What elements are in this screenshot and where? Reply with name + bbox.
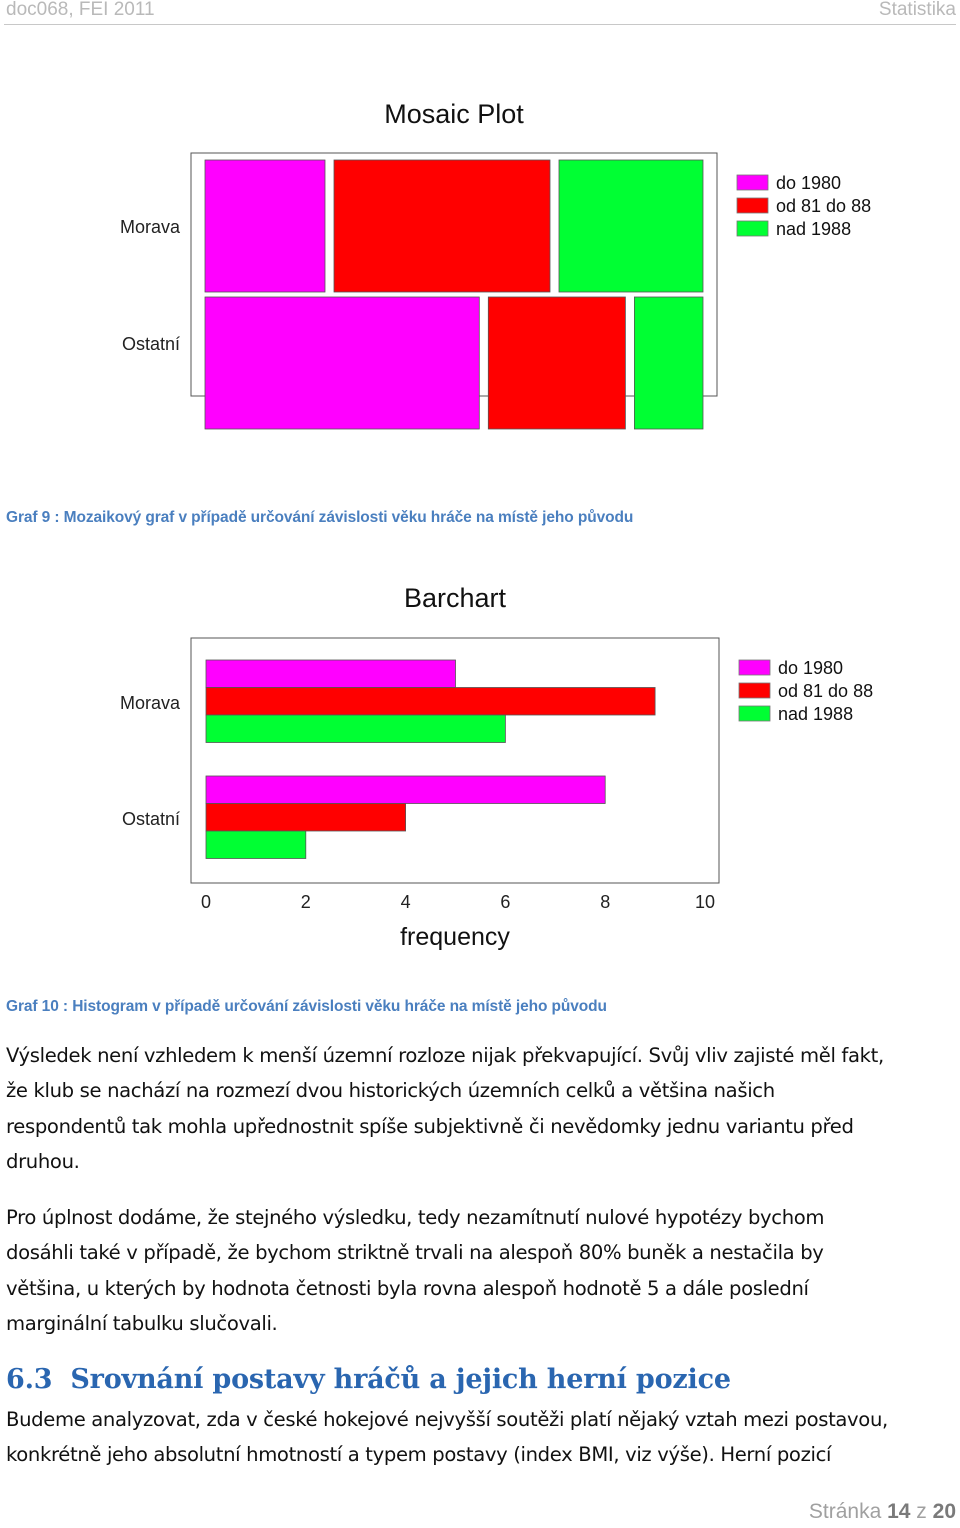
mosaic-cell-ostatní-3	[634, 297, 703, 429]
mosaic-legend-label-3: nad 1988	[776, 219, 852, 239]
x-tick-label: 8	[600, 892, 611, 912]
paragraph-line: Budeme analyzovat, zda v české hokejové nejvyšší soutěži platí nějaký vztah mezi postavou,	[6, 1408, 888, 1431]
barchart-x-axis	[201, 892, 715, 912]
barchart-legend-label-1: do 1980	[778, 658, 844, 678]
page-footer	[809, 1500, 956, 1524]
paragraph-completeness	[6, 1200, 951, 1341]
paragraph-result	[6, 1038, 951, 1179]
bar-ostatní-1	[206, 776, 605, 804]
x-tick-label: 10	[694, 892, 716, 912]
header-rule	[4, 24, 956, 25]
mosaic-row-label-morava: Morava	[119, 217, 180, 237]
mosaic-legend-swatch-1	[737, 175, 768, 190]
barchart-legend-swatch-2	[739, 683, 770, 698]
barchart-legend-label-3: nad 1988	[778, 704, 854, 724]
paragraph-line: dosáhli také v případě, že bychom striktně trvali na alespoň 80% buněk a nestačila by	[6, 1241, 824, 1265]
section-title: Srovnání postavy hráčů a jejich herní pozice	[70, 1364, 731, 1395]
paragraph-line: konkrétně jeho absolutní hmotností a typem postavy (index BMI, viz výše). Herní pozicí	[6, 1443, 832, 1467]
barchart-legend-label-2: od 81 do 88	[778, 681, 874, 701]
footer-separator: z	[916, 1500, 927, 1523]
mosaic-legend-swatch-2	[737, 198, 768, 213]
paragraph-line: Výsledek není vzhledem k menší územní rozloze nijak překvapující. Svůj vliv zajisté měl fakt,	[6, 1044, 884, 1067]
paragraph-line: respondentů tak mohla upřednostnit spíše subjektivně či nevědomky jednu variantu před	[6, 1114, 854, 1138]
x-tick-label: 4	[400, 892, 411, 912]
mosaic-cell-morava-2	[334, 160, 550, 292]
paragraph-analysis	[6, 1402, 951, 1473]
barchart-category-ostatni: Ostatní	[121, 809, 180, 829]
mosaic-legend-swatch-3	[737, 221, 768, 236]
mosaic-plot	[0, 80, 960, 520]
figure-caption-10: Graf 10 : Histogram v případě určování závislosti věku hráče na místě jeho původu	[6, 998, 607, 1015]
barchart-legend	[739, 658, 873, 724]
mosaic-legend	[737, 173, 871, 239]
figure-caption-9: Graf 9 : Mozaikový graf v případě určování závislosti věku hráče na místě jeho původu	[6, 509, 634, 526]
x-tick-label: 0	[200, 892, 212, 912]
footer-page-number: 14	[887, 1500, 911, 1523]
bar-morava-1	[206, 660, 456, 688]
barchart-legend-swatch-1	[739, 660, 770, 675]
mosaic-legend-label-2: od 81 do 88	[776, 196, 872, 216]
footer-page-total: 20	[932, 1500, 956, 1523]
barchart	[0, 565, 960, 965]
section-number: 6.3	[6, 1364, 53, 1395]
mosaic-cell-ostatní-2	[488, 297, 625, 429]
paragraph-line: marginální tabulku slučovali.	[6, 1311, 278, 1335]
mosaic-cell-morava-1	[205, 160, 325, 292]
page-header	[0, 0, 960, 24]
bar-ostatní-3	[206, 831, 306, 859]
bar-morava-3	[206, 715, 505, 743]
x-tick-label: 6	[500, 892, 511, 912]
barchart-legend-swatch-3	[739, 706, 770, 721]
header-section: Statistika	[878, 0, 956, 20]
mosaic-cell-ostatní-1	[205, 297, 479, 429]
barchart-title: Barchart	[403, 583, 507, 613]
barchart-bars	[206, 660, 655, 859]
bar-ostatní-2	[206, 804, 406, 832]
mosaic-title: Mosaic Plot	[384, 99, 524, 129]
mosaic-cells	[205, 160, 703, 429]
barchart-category-morava: Morava	[119, 693, 180, 713]
footer-label: Stránka	[808, 1500, 882, 1523]
paragraph-line: druhou.	[6, 1149, 80, 1173]
paragraph-line: že klub se nachází na rozmezí dvou historických územních celků a většina našich	[6, 1079, 775, 1103]
mosaic-cell-morava-3	[559, 160, 703, 292]
bar-morava-2	[206, 688, 655, 716]
paragraph-line: Pro úplnost dodáme, že stejného výsledku, tedy nezamítnutí nulové hypotézy bychom	[6, 1206, 825, 1229]
mosaic-row-label-ostatni: Ostatní	[121, 334, 180, 354]
section-heading	[6, 1364, 731, 1395]
paragraph-line: většina, u kterých by hodnota četnosti byla rovna alespoň hodnotě 5 a dále poslední	[6, 1276, 809, 1300]
mosaic-legend-label-1: do 1980	[776, 173, 842, 193]
header-doc-id: doc068, FEI 2011	[6, 0, 155, 20]
barchart-xlabel: frequency	[400, 923, 510, 951]
x-tick-label: 2	[300, 892, 311, 912]
